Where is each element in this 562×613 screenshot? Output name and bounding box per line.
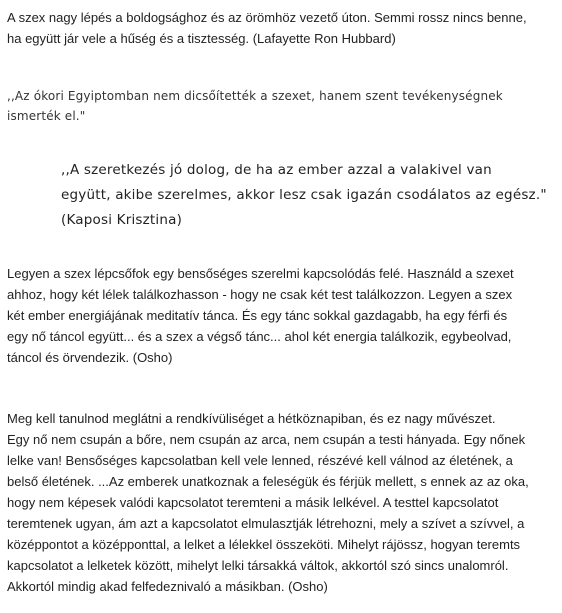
text-line: Akkortól mindig akad felfedeznivaló a másikban. (Osho) [7,579,328,594]
text-line: egy nő táncol együtt... és a szex a végső tánc... ahol két energia találkozik, egybeolvad, [7,329,512,344]
text-line: középpontot a középponttal, a lelket a lélekkel összeköti. Mihelyt rájössz, hogyan teremts [7,537,521,552]
text-line: ,,Az ókori Egyiptomban nem dicsőítették a szexet, hanem szent tevékenységnek [7,89,503,103]
text-line: Egy nő nem csupán a bőre, nem csupán az arca, nem csupán a testi hányada. Egy nőnek [7,432,526,447]
text-line: ha együtt jár vele a hűség és a tisztesség. (Lafayette Ron Hubbard) [7,31,396,46]
text-line: ahhoz, hogy két lélek találkozhasson - hogy ne csak két test találkozzon. Legyen a szex [7,287,513,302]
text-line: belső életének. ...Az emberek unatkoznak a feleségük és férjük mellett, s ennek az az oka, [7,474,529,489]
text-line: ,,A szeretkezés jó dolog, de ha az ember azzal a valakivel van [61,162,492,178]
text-line: (Kaposi Krisztina) [61,212,183,228]
quote-osho-dance [7,263,514,368]
text-line: Legyen a szex lépcsőfok egy bensőséges szerelmi kapcsolódás felé. Használd a szexet [7,266,514,281]
text-line: lelke van! Bensőséges kapcsolatban kell vele lenned, részévé kell válnod az életének, a [7,453,513,468]
quote-kaposi [61,158,547,233]
quote-osho-soul [7,408,529,597]
text-line: A szex nagy lépés a boldogsághoz és az örömhöz vezető úton. Semmi rossz nincs benne, [7,10,527,25]
text-line: együtt, akibe szerelmes, akkor lesz csak igazán csodálatos az egész." [61,187,547,203]
quote-egypt [7,86,503,126]
text-line: hogy nem képesek valódi kapcsolatot teremteni a másik lelkével. A testtel kapcsolatot [7,495,499,510]
text-line: kapcsolatot a lelketek között, mihelyt lelki társakká váltok, akkortól szó sincs unalomról. [7,558,509,573]
text-line: táncol és örvendezik. (Osho) [7,350,173,365]
quote-hubbard [7,7,527,49]
text-line: teremtenek ugyan, ám azt a kapcsolatot elmulasztják létrehozni, mely a szívet a szívvel, a [7,516,525,531]
text-line: két ember energiájának meditatív tánca. És egy tánc sokkal gazdagabb, ha egy férfi és [7,308,508,323]
text-line: Meg kell tanulnod meglátni a rendkívüliséget a hétköznapiban, és ez nagy művészet. [7,411,496,426]
text-line: ismerték el." [7,109,86,123]
